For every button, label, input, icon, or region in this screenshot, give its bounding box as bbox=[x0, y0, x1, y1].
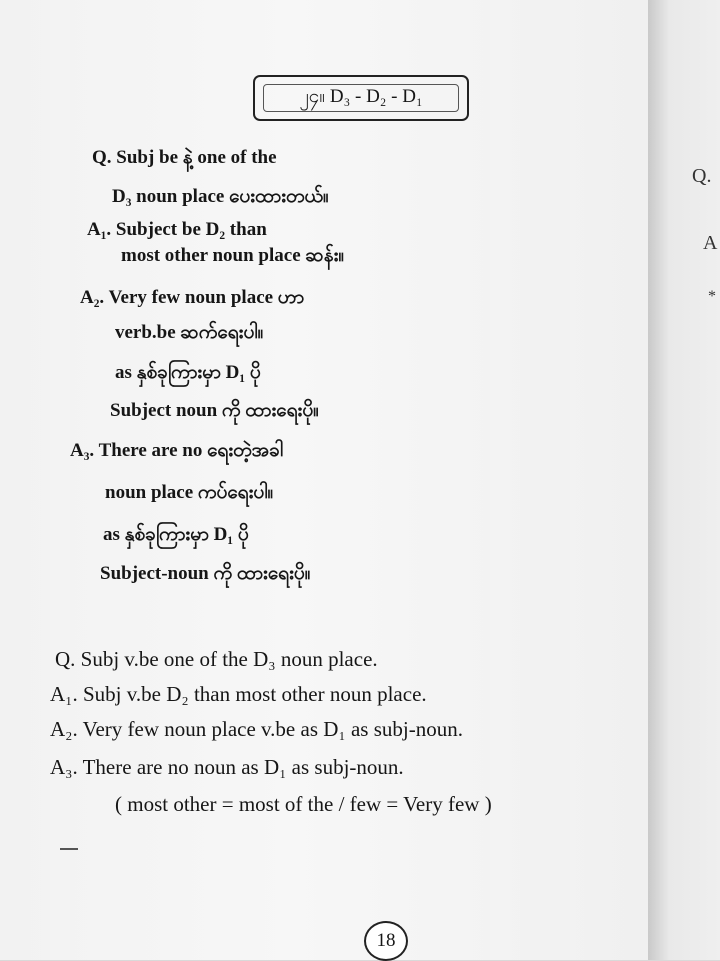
right-page-a: A bbox=[703, 232, 718, 254]
myanmar-line-8: Subject noun ကို ထားရေးပို။ bbox=[110, 400, 319, 421]
myanmar-line-9: A₃. There are no ရေးတဲ့အခါ bbox=[70, 440, 284, 461]
myanmar-line-11: as နှစ်ခုကြားမှာ D₁ ပို bbox=[103, 524, 249, 545]
myanmar-line-5: A₂. Very few noun place ဟာ bbox=[80, 287, 305, 308]
adjacent-page bbox=[648, 0, 720, 960]
english-line-1: Q. Subj v.be one of the D₃ noun place. bbox=[55, 647, 378, 671]
myanmar-line-2: D₃ noun place ပေးထားတယ်။ bbox=[112, 186, 329, 207]
english-line-2: A₁. Subj v.be D₂ than most other noun place. bbox=[50, 682, 427, 706]
myanmar-line-6: verb.be ဆက်ရေးပါ။ bbox=[115, 322, 264, 343]
myanmar-line-3: A₁. Subject be D₂ than bbox=[87, 219, 267, 240]
myanmar-line-4: most other noun place ဆန်း။ bbox=[121, 245, 345, 266]
english-note: ( most other = most of the / few = Very few ) bbox=[115, 792, 492, 816]
section-header-box bbox=[253, 75, 469, 121]
right-page-star: * bbox=[708, 288, 716, 305]
myanmar-line-10: noun place ကပ်ရေးပါ။ bbox=[105, 482, 274, 503]
section-header: ၂၄။ D₃ - D₂ - D₁ bbox=[299, 86, 423, 107]
myanmar-line-12: Subject-noun ကို ထားရေးပို။ bbox=[100, 563, 311, 584]
myanmar-line-1: Q. Subj be နဲ့ one of the bbox=[92, 147, 277, 168]
myanmar-line-7: as နှစ်ခုကြားမှာ D₁ ပို bbox=[115, 362, 261, 383]
right-page-q: Q. bbox=[692, 165, 712, 187]
english-line-3: A₂. Very few noun place v.be as D₁ as subj-noun. bbox=[50, 717, 463, 741]
page-number: 18 bbox=[364, 921, 408, 961]
english-line-4: A₃. There are no noun as D₁ as subj-noun. bbox=[50, 755, 404, 779]
margin-dash bbox=[60, 848, 78, 850]
